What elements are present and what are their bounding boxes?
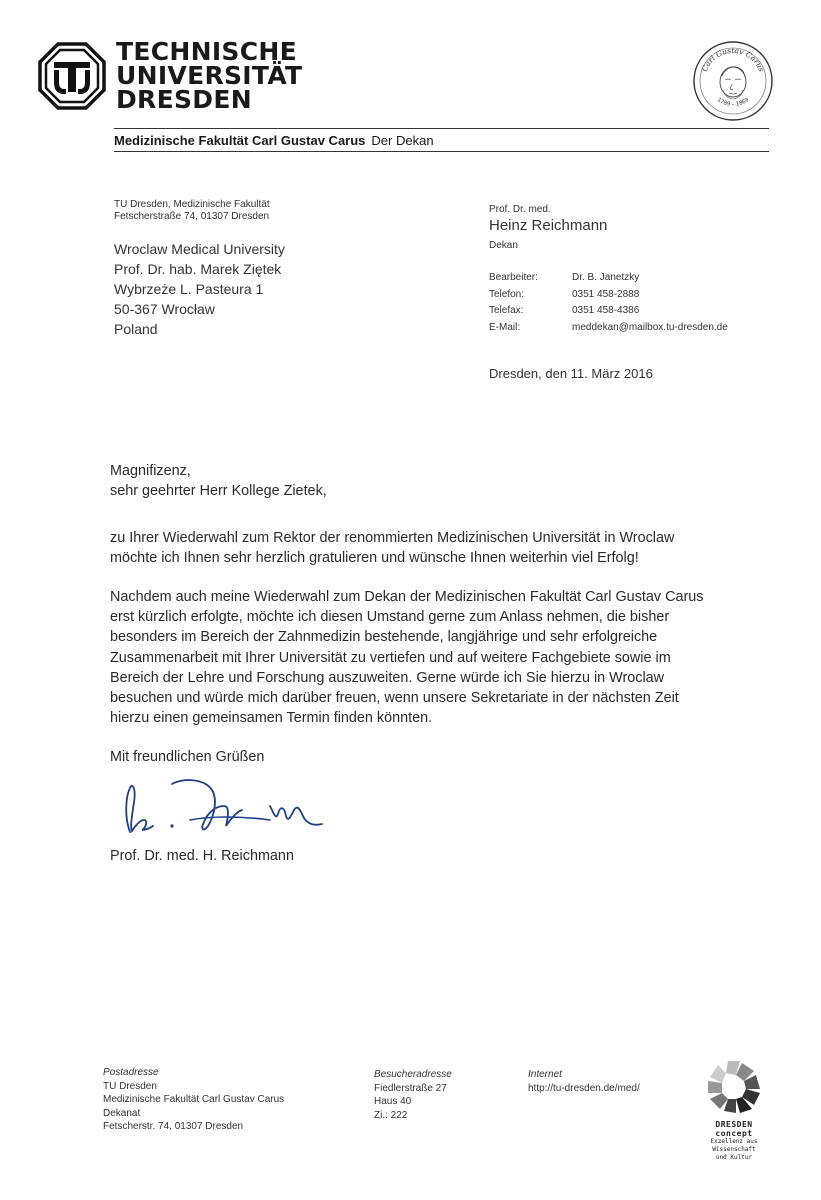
closing: Mit freundlichen Grüßen: [110, 749, 265, 765]
contact-label: Bearbeiter:: [489, 272, 538, 283]
salutation: [110, 461, 327, 501]
contact-value: Dr. B. Janetzky: [572, 272, 640, 283]
body-line: möchte ich Ihnen sehr herzlich gratulieren und wünsche Ihnen weiterhin viel Erfolg!: [110, 550, 639, 567]
university-name-line: TECHNISCHE: [116, 37, 297, 66]
seal-years: 1789 – 1869: [715, 97, 751, 108]
return-address-line: TU Dresden, Medizinische Fakultät: [114, 199, 270, 210]
header-rule: [114, 128, 769, 129]
recipient-line: 50-367 Wrocław: [114, 301, 215, 317]
body-line: Nachdem auch meine Wiederwahl zum Dekan der Medizinischen Fakultät Carl Gustav Carus: [110, 589, 704, 605]
sender-role: Dekan: [489, 240, 518, 251]
footer-internet: [528, 1068, 640, 1095]
faculty-name: Medizinische Fakultät Carl Gustav Carus: [114, 133, 366, 148]
body-line: Bereich der Lehre und Forschung auszuweiten. Gerne würde ich Sie hierzu in Wroclaw: [110, 669, 665, 686]
footer-line: Fetscherstr. 74, 01307 Dresden: [103, 1121, 244, 1132]
contact-row: [489, 320, 728, 337]
recipient-line: Poland: [114, 321, 158, 337]
carus-seal: [692, 40, 774, 122]
contact-label: Telefon:: [489, 288, 525, 300]
recipient-address: [114, 239, 285, 339]
footer-line: Zi.: 222: [374, 1109, 408, 1121]
university-name: [116, 37, 303, 114]
department-name: Der Dekan: [371, 133, 434, 148]
footer-line: Fiedlerstraße 27: [374, 1082, 447, 1094]
dresden-concept-logo: [706, 1057, 762, 1117]
concept-title-line: DRESDEN: [715, 1120, 753, 1129]
contact-value: 0351 458-4386: [572, 305, 640, 316]
sender-title: Prof. Dr. med.: [489, 204, 551, 215]
seal-name: Carl Gustav Carus: [699, 45, 767, 73]
contact-label: Telefax:: [489, 305, 524, 316]
body-line: zu Ihrer Wiederwahl zum Rektor der renommierten Medizinischen Universität in Wroclaw: [110, 530, 675, 546]
header-rule: [114, 151, 769, 152]
recipient-line: Prof. Dr. hab. Marek Ziętek: [114, 261, 282, 277]
footer-line: Dekanat: [103, 1107, 141, 1119]
svg-text:1789 – 1869: [716, 97, 751, 108]
recipient-line: Wroclaw Medical University: [114, 241, 285, 257]
recipient-line: Wybrzeże L. Pasteura 1: [114, 281, 264, 297]
return-address-line: Fetscherstraße 74, 01307 Dresden: [114, 211, 270, 222]
footer-heading: Postadresse: [103, 1067, 159, 1078]
sender-name: Heinz Reichmann: [489, 217, 608, 234]
footer-heading: Internet: [528, 1069, 562, 1080]
body-paragraph-collaboration: [110, 587, 703, 728]
footer-heading: Besucheradresse: [374, 1069, 452, 1080]
email-address[interactable]: meddekan@mailbox.tu-dresden.de: [572, 321, 728, 333]
contact-label: E-Mail:: [489, 321, 521, 333]
contact-value: 0351 458-2888: [572, 288, 640, 300]
footer-line: Medizinische Fakultät Carl Gustav Carus: [103, 1094, 285, 1105]
contact-details: [489, 270, 728, 336]
footer-postal-address: [103, 1066, 284, 1134]
body-line: besuchen und würde mich darüber freuen, wenn unsere Sekretariate in der nächsten Zeit: [110, 690, 679, 707]
contact-row: [489, 287, 728, 304]
university-name-line: DRESDEN: [116, 85, 252, 114]
university-name-line: UNIVERSITÄT: [116, 61, 303, 90]
footer-line: TU Dresden: [103, 1080, 157, 1092]
concept-title-line: concept: [715, 1129, 753, 1138]
body-line: hierzu einen gemeinsamen Termin finden könnten.: [110, 710, 433, 727]
footer-line: Haus 40: [374, 1096, 412, 1107]
body-line: Zusammenarbeit mit Ihrer Universität zu vertiefen und auf weitere Fachgebiete sowie im: [110, 649, 671, 666]
salutation-line: sehr geehrter Herr Kollege Zietek,: [110, 483, 327, 500]
tu-dresden-logo: [38, 42, 106, 110]
return-address: [114, 199, 270, 223]
concept-subtitle-line: Wissenschaft: [712, 1146, 756, 1153]
handwritten-signature: [120, 776, 330, 838]
website-link[interactable]: http://tu-dresden.de/med/: [528, 1082, 640, 1094]
body-paragraph-congratulations: [110, 528, 674, 568]
letter-date: Dresden, den 11. März 2016: [489, 366, 653, 381]
salutation-line: Magnifizenz,: [110, 463, 191, 479]
signer-name: Prof. Dr. med. H. Reichmann: [110, 848, 294, 864]
dresden-concept-wordmark: [690, 1120, 778, 1162]
concept-subtitle-line: und Kultur: [715, 1154, 753, 1161]
concept-subtitle-line: Exzellenz aus: [710, 1138, 758, 1145]
body-line: erst kürzlich erfolgte, möchte ich diesen Umstand gerne zum Anlass nehmen, die bisher: [110, 609, 670, 626]
contact-row: [489, 270, 728, 287]
body-line: besonders im Bereich der Zahnmedizin bestehende, langjährige und sehr erfolgreiche: [110, 629, 658, 646]
faculty-line: [114, 133, 434, 148]
footer-visitor-address: [374, 1068, 452, 1122]
contact-row: [489, 303, 728, 320]
